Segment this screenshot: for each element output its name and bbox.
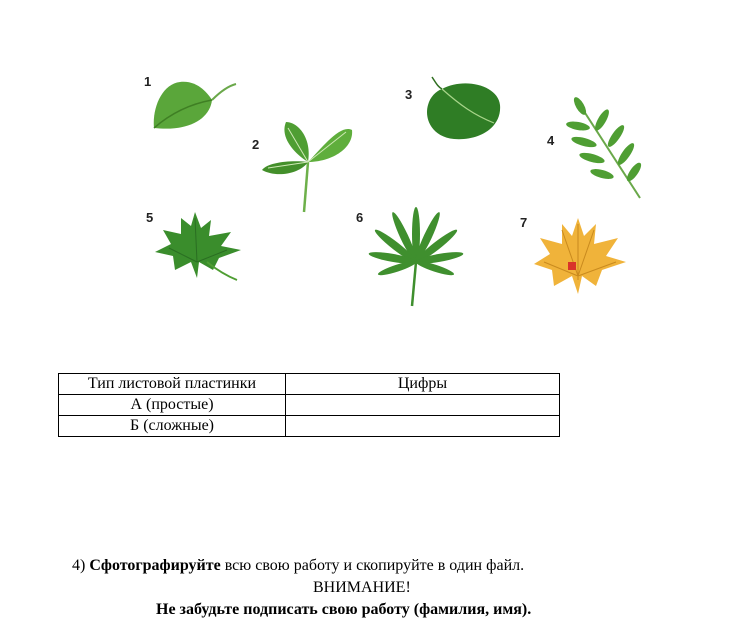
table-row: [59, 395, 560, 416]
leaf-number-1: 1: [144, 74, 152, 89]
pinnate-compound-leaf-icon: [566, 98, 646, 200]
table-header-row: [59, 374, 560, 395]
leaf-number-5: 5: [146, 210, 154, 225]
leaf-number-2: 2: [252, 137, 260, 152]
leaf-type-table: [58, 373, 560, 437]
leaf-number-3: 3: [405, 87, 413, 102]
table-cell-type: А (простые): [59, 395, 286, 416]
attention-note: ВНИМАНИЕ!: [313, 579, 411, 596]
table-header-digits: Цифры: [286, 374, 560, 395]
reminder-note: Не забудьте подписать свою работу (фамилия, имя).: [156, 601, 532, 618]
table-row: [59, 416, 560, 437]
simple-heart-leaf-icon: [150, 78, 240, 136]
leaf-number-6: 6: [356, 210, 364, 225]
table-cell-digits[interactable]: [286, 416, 560, 437]
trifoliate-leaf-icon: [262, 118, 354, 214]
leaf-number-7: 7: [520, 215, 528, 230]
simple-rounded-leaf-icon: [424, 75, 502, 143]
palmate-compound-leaf-icon: [370, 204, 466, 308]
table-cell-digits[interactable]: [286, 395, 560, 416]
table-header-type: Тип листовой пластинки: [59, 374, 286, 395]
step-rest: всю свою работу и скопируйте в один файл.: [220, 557, 525, 574]
step-prefix: 4): [72, 557, 90, 574]
table-cell-type: Б (сложные): [59, 416, 286, 437]
instruction-step: [72, 557, 524, 575]
maple-leaf-icon: [155, 210, 241, 282]
leaf-number-4: 4: [547, 133, 555, 148]
autumn-maple-leaf-icon: [534, 216, 626, 296]
step-bold-verb: Сфотографируйте: [89, 557, 221, 574]
